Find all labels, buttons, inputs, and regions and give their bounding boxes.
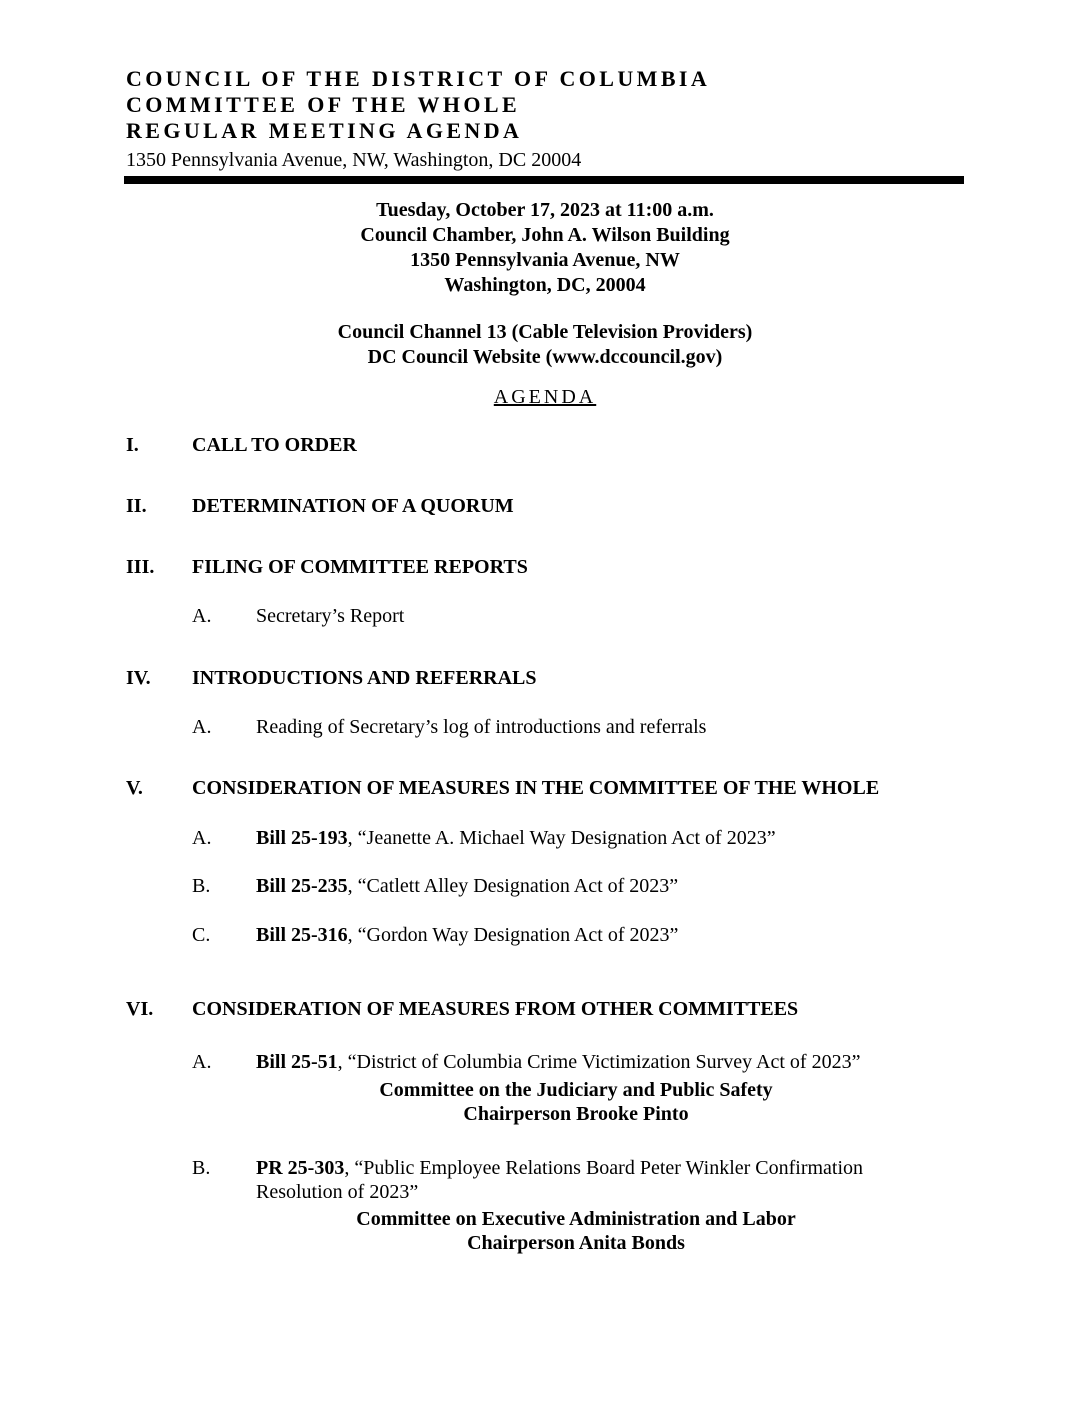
bill-item <box>256 874 946 898</box>
header-line-council: COUNCIL OF THE DISTRICT OF COLUMBIA <box>126 66 711 91</box>
header-line-committee: COMMITTEE OF THE WHOLE <box>126 92 521 117</box>
meeting-datetime: Tuesday, October 17, 2023 at 11:00 a.m. <box>376 199 714 221</box>
bill-title: , “Gordon Way Designation Act of 2023” <box>347 924 679 946</box>
meeting-street: 1350 Pennsylvania Avenue, NW <box>410 249 680 271</box>
section-title: CALL TO ORDER <box>192 434 357 456</box>
item-letter: B. <box>192 875 211 897</box>
header-address: 1350 Pennsylvania Avenue, NW, Washington, DC 20004 <box>126 149 582 171</box>
item-text: Reading of Secretary’s log of introductions and referrals <box>256 716 707 738</box>
committee-name: Committee on Executive Administration and Labor <box>356 1208 796 1230</box>
bill-item <box>256 1156 916 1204</box>
committee-name: Committee on the Judiciary and Public Safety <box>379 1079 773 1101</box>
agenda-title: AGENDA <box>493 386 597 408</box>
section-title: DETERMINATION OF A QUORUM <box>192 495 514 517</box>
item-letter: A. <box>192 716 212 738</box>
bill-number: Bill 25-51 <box>256 1051 338 1073</box>
broadcast-website: DC Council Website (www.dccouncil.gov) <box>367 346 723 368</box>
meeting-info <box>126 198 964 298</box>
bill-item <box>256 923 946 947</box>
bill-item <box>256 1050 946 1074</box>
document-header <box>126 66 710 144</box>
item-letter: A. <box>192 827 212 849</box>
item-letter: B. <box>192 1157 211 1179</box>
header-line-agenda: REGULAR MEETING AGENDA <box>126 118 523 143</box>
broadcast-info <box>126 320 964 370</box>
section-title: FILING OF COMMITTEE REPORTS <box>192 556 528 578</box>
committee-chair: Chairperson Brooke Pinto <box>463 1103 689 1125</box>
bill-title: , “Jeanette A. Michael Way Designation Act of 2023” <box>347 827 776 849</box>
bill-title: , “Public Employee Relations Board Peter Winkler Confirmation Resolution of 2023” <box>256 1157 864 1203</box>
bill-number: Bill 25-316 <box>256 924 348 946</box>
meeting-location: Council Chamber, John A. Wilson Building <box>360 224 730 246</box>
item-letter: A. <box>192 1051 212 1073</box>
committee-chair: Chairperson Anita Bonds <box>467 1232 685 1254</box>
bill-number: PR 25-303 <box>256 1157 345 1179</box>
section-number: III. <box>126 556 155 578</box>
committee-info <box>256 1078 896 1126</box>
section-number: V. <box>126 777 143 799</box>
section-number: II. <box>126 495 147 517</box>
item-letter: C. <box>192 924 211 946</box>
section-title: CONSIDERATION OF MEASURES IN THE COMMITTEE OF THE WHOLE <box>192 777 880 799</box>
section-title: INTRODUCTIONS AND REFERRALS <box>192 667 537 689</box>
item-text: Secretary’s Report <box>256 605 405 627</box>
bill-title: , “District of Columbia Crime Victimization Survey Act of 2023” <box>337 1051 861 1073</box>
meeting-city: Washington, DC, 20004 <box>444 274 646 296</box>
section-number: I. <box>126 434 139 456</box>
section-number: IV. <box>126 667 151 689</box>
section-title: CONSIDERATION OF MEASURES FROM OTHER COMMITTEES <box>192 998 799 1020</box>
section-number: VI. <box>126 998 154 1020</box>
committee-info <box>256 1207 896 1255</box>
bill-number: Bill 25-193 <box>256 827 348 849</box>
header-rule <box>124 176 964 184</box>
bill-item <box>256 826 946 850</box>
bill-title: , “Catlett Alley Designation Act of 2023” <box>347 875 679 897</box>
bill-number: Bill 25-235 <box>256 875 348 897</box>
item-letter: A. <box>192 605 212 627</box>
broadcast-channel: Council Channel 13 (Cable Television Providers) <box>337 321 753 343</box>
